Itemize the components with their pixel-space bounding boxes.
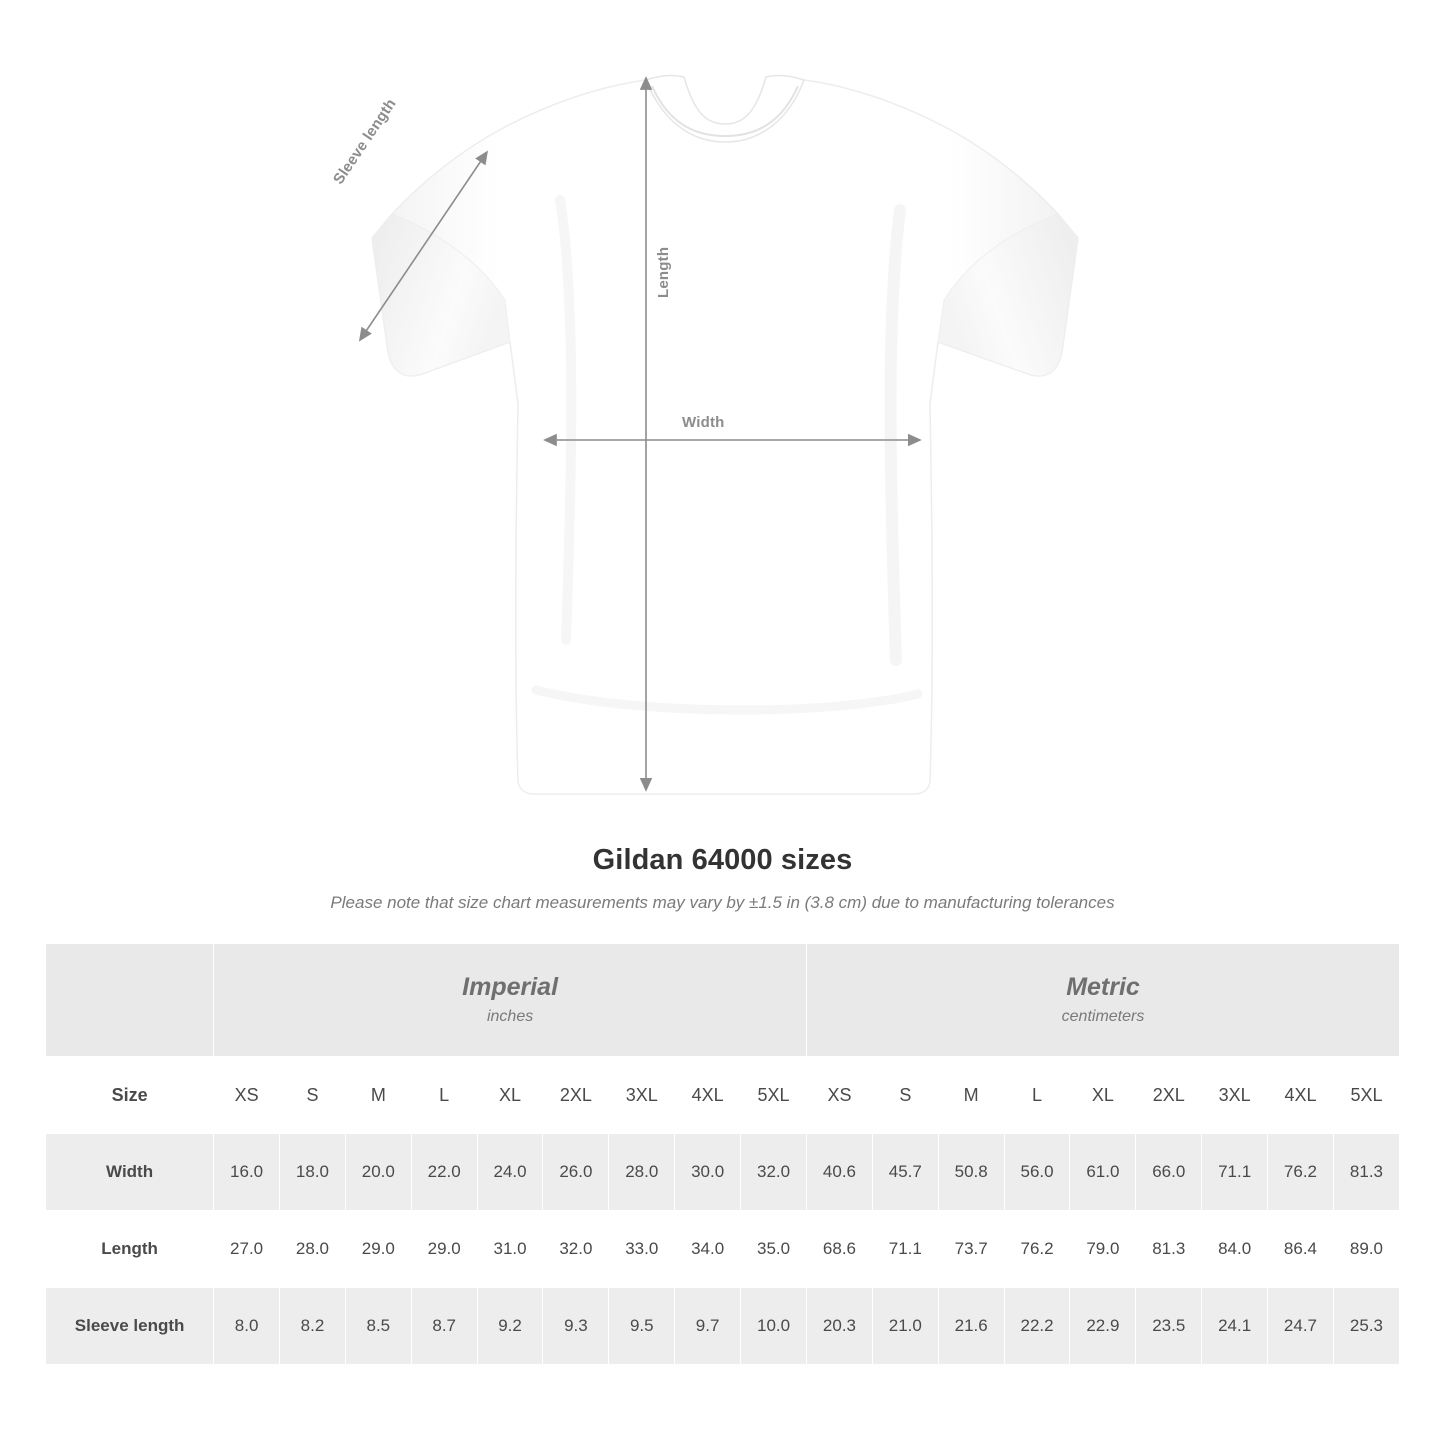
row-header-length: Length	[46, 1211, 214, 1288]
value-cell: 24.7	[1268, 1288, 1334, 1365]
value-cell: 8.7	[411, 1288, 477, 1365]
value-cell: 76.2	[1268, 1134, 1334, 1211]
value-cell: 50.8	[938, 1134, 1004, 1211]
table-row	[46, 1211, 1400, 1288]
size-cell: 3XL	[609, 1057, 675, 1134]
system-header-metric	[807, 944, 1400, 1057]
size-cell: S	[872, 1057, 938, 1134]
value-cell: 79.0	[1070, 1211, 1136, 1288]
value-cell: 21.0	[872, 1288, 938, 1365]
value-cell: 68.6	[807, 1211, 873, 1288]
size-cell: M	[938, 1057, 1004, 1134]
size-table	[45, 943, 1400, 1365]
size-cell: 4XL	[675, 1057, 741, 1134]
size-cell: XS	[807, 1057, 873, 1134]
value-cell: 89.0	[1333, 1211, 1399, 1288]
row-header-sleeve-length: Sleeve length	[46, 1288, 214, 1365]
size-cell: 3XL	[1202, 1057, 1268, 1134]
size-cell: L	[411, 1057, 477, 1134]
system-header-imperial	[214, 944, 807, 1057]
table-corner-cell	[46, 944, 214, 1057]
tolerance-note: Please note that size chart measurements may vary by ±1.5 in (3.8 cm) due to manufacturing tolerances	[330, 893, 1115, 912]
title-block	[0, 844, 1445, 913]
size-cell: S	[280, 1057, 346, 1134]
value-cell: 33.0	[609, 1211, 675, 1288]
value-cell: 73.7	[938, 1211, 1004, 1288]
value-cell: 20.0	[345, 1134, 411, 1211]
value-cell: 32.0	[741, 1134, 807, 1211]
value-cell: 28.0	[280, 1211, 346, 1288]
value-cell: 16.0	[214, 1134, 280, 1211]
value-cell: 24.0	[477, 1134, 543, 1211]
size-cell: 2XL	[1136, 1057, 1202, 1134]
value-cell: 20.3	[807, 1288, 873, 1365]
sleeve-length-label: Sleeve length	[330, 95, 400, 188]
system-unit-imperial: inches	[486, 1007, 534, 1025]
value-cell: 71.1	[1202, 1134, 1268, 1211]
row-header-size: Size	[46, 1057, 214, 1134]
value-cell: 34.0	[675, 1211, 741, 1288]
value-cell: 9.7	[675, 1288, 741, 1365]
value-cell: 30.0	[675, 1134, 741, 1211]
value-cell: 9.5	[609, 1288, 675, 1365]
width-label: Width	[682, 414, 725, 431]
value-cell: 81.3	[1333, 1134, 1399, 1211]
value-cell: 71.1	[872, 1211, 938, 1288]
value-cell: 84.0	[1202, 1211, 1268, 1288]
value-cell: 31.0	[477, 1211, 543, 1288]
size-cell: 4XL	[1268, 1057, 1334, 1134]
value-cell: 56.0	[1004, 1134, 1070, 1211]
value-cell: 22.9	[1070, 1288, 1136, 1365]
value-cell: 66.0	[1136, 1134, 1202, 1211]
page-title: Gildan 64000 sizes	[592, 844, 853, 876]
size-cell: 5XL	[741, 1057, 807, 1134]
value-cell: 29.0	[411, 1211, 477, 1288]
size-cell: 5XL	[1333, 1057, 1399, 1134]
value-cell: 45.7	[872, 1134, 938, 1211]
size-cell: XL	[477, 1057, 543, 1134]
value-cell: 8.0	[214, 1288, 280, 1365]
system-name-imperial: Imperial	[462, 973, 559, 1002]
table-size-row	[46, 1057, 1400, 1134]
value-cell: 18.0	[280, 1134, 346, 1211]
value-cell: 8.5	[345, 1288, 411, 1365]
value-cell: 9.3	[543, 1288, 609, 1365]
value-cell: 32.0	[543, 1211, 609, 1288]
value-cell: 8.2	[280, 1288, 346, 1365]
size-table-wrapper	[45, 943, 1400, 1365]
value-cell: 21.6	[938, 1288, 1004, 1365]
size-cell: XS	[214, 1057, 280, 1134]
row-header-width: Width	[46, 1134, 214, 1211]
value-cell: 81.3	[1136, 1211, 1202, 1288]
size-cell: 2XL	[543, 1057, 609, 1134]
value-cell: 61.0	[1070, 1134, 1136, 1211]
value-cell: 10.0	[741, 1288, 807, 1365]
size-cell: XL	[1070, 1057, 1136, 1134]
value-cell: 22.2	[1004, 1288, 1070, 1365]
value-cell: 25.3	[1333, 1288, 1399, 1365]
value-cell: 28.0	[609, 1134, 675, 1211]
system-name-metric: Metric	[1066, 973, 1140, 1002]
value-cell: 26.0	[543, 1134, 609, 1211]
value-cell: 35.0	[741, 1211, 807, 1288]
length-label: Length	[655, 246, 672, 298]
value-cell: 40.6	[807, 1134, 873, 1211]
size-cell: L	[1004, 1057, 1070, 1134]
value-cell: 86.4	[1268, 1211, 1334, 1288]
value-cell: 22.0	[411, 1134, 477, 1211]
table-system-header-row	[46, 944, 1400, 1057]
table-row	[46, 1288, 1400, 1365]
system-unit-metric: centimeters	[1061, 1007, 1145, 1025]
value-cell: 9.2	[477, 1288, 543, 1365]
size-cell: M	[345, 1057, 411, 1134]
value-cell: 23.5	[1136, 1288, 1202, 1365]
value-cell: 29.0	[345, 1211, 411, 1288]
value-cell: 24.1	[1202, 1288, 1268, 1365]
value-cell: 76.2	[1004, 1211, 1070, 1288]
table-row	[46, 1134, 1400, 1211]
value-cell: 27.0	[214, 1211, 280, 1288]
